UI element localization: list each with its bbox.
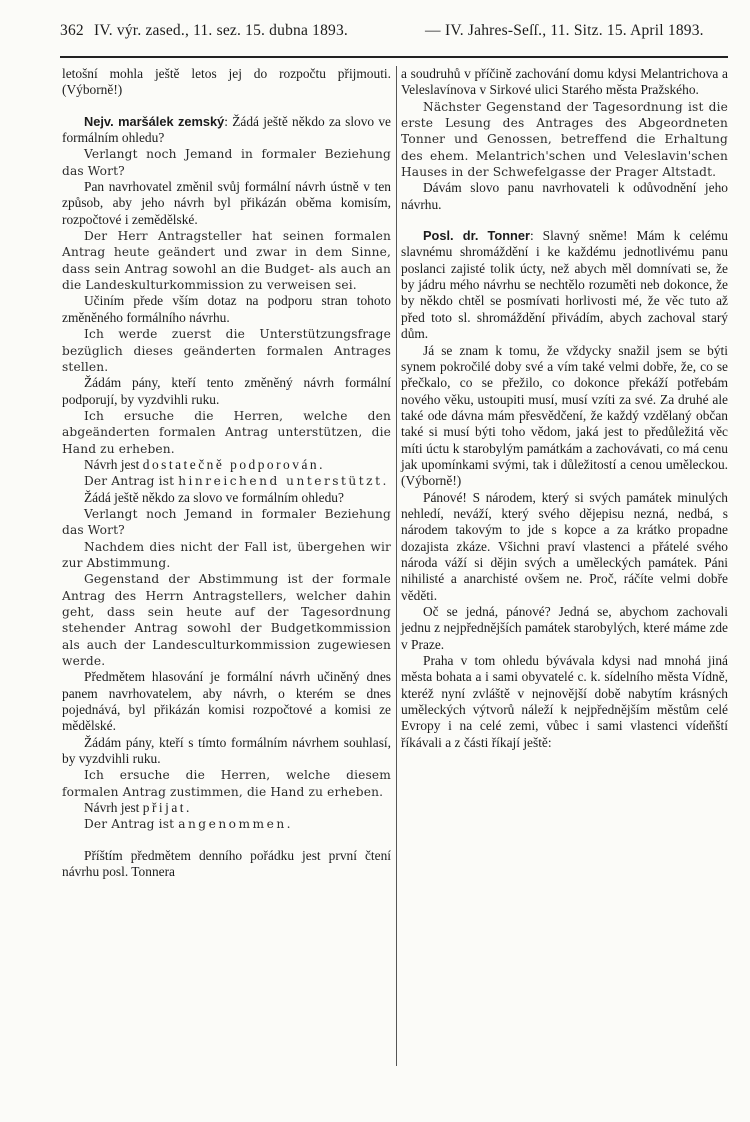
paragraph: Nachdem dies nicht der Fall ist, übergehen wir zur Abstimmung. (62, 539, 391, 570)
right-column (401, 66, 728, 751)
paragraph: Žádám pány, kteří tento změněný návrh formální podporují, by vyzdvihli ruku. (62, 375, 391, 407)
paragraph: Předmětem hlasování je formální návrh učiněný dnes panem navrhovatelem, aby návrh, o kterém se dnes pojednává, byl přikázán komisi rozpočtové a komisi ze mědělské. (62, 669, 391, 734)
header-separator: — (425, 22, 441, 39)
paragraph: Pan navrhovatel změnil svůj formální návrh ústně v ten způsob, aby jeho návrh byl přikázán oběma komisím, rozpočtové i zemědělské. (62, 179, 391, 227)
paragraph: letošní mohla ještě letos jej do rozpočtu přijmouti. (Výborně!) (62, 66, 391, 98)
paragraph: Posl. dr. Tonner: Slavný sněme! Mám k celému slavnému shromáždění i ke každému jednotlivému panu poslanci zajisté tolik úcty, než abych měl domnívati se, že by jádru mého návrhu se nechtělo rozuměti neb dokonce, že by někdo chtěl se posmívati horlivosti mé, že věc tuto až před toto sl. shromáždění přivádím, abych zachoval starý dům. (401, 228, 728, 342)
paragraph: Já se znam k tomu, že vždycky snažil jsem se býti synem pokročilé doby své a vím také velmi dobře, že, co se přečkalo, co se přežilo, co dokonce překáží potřebám nového věku, ustoupiti musí, musí vzíti za své. Za druhé ale také ode dávna mám přesvědčení, že každý vzdělaný občan také si musí býti toho vědom, jaká jest to předůležitá věc míti úctu k starobylým památkám a zachovávati, co má cenu jak upomínkami svými, tak i důležitostí a cenou uměleckou. (Výborně!) (401, 342, 728, 489)
paragraph: Ich ersuche die Herren, welche diesem formalen Antrag zustimmen, die Hand zu erheben. (62, 768, 391, 799)
paragraph: Žádám pány, kteří s tímto formálním návrhem souhlasí, by vyzdvihli ruku. (62, 734, 391, 767)
paragraph: Praha v tom ohledu bývávala kdysi nad mnohá jiná města bohata a i sami obyvatelé c. k. sídelního města Vídně, kteréž nyní zvláště v nejnovější době nabytím krásných uměleckých výtvorů náleží k nejpřednějším městům celé Evropy i na celé zemi, vůbec i sami vlastenci vídeňští říkávali a z části říkají ještě: (401, 653, 728, 750)
paragraph: Žádá ještě někdo za slovo ve formálním ohledu? (84, 489, 344, 505)
paragraph: Nächster Gegenstand der Tagesordnung ist die erste Lesung des Antrages des Abgeordneten Tonner und Genossen, betreffend die Erhaltung des ehem. Melantrich'schen und Veleslavin'schen Hauses in der Schwefelgasse der Prager Altstadt. (401, 99, 728, 180)
paragraph: Der Antrag ist angenommen. (84, 817, 294, 832)
paragraph: Návrh jest dostatečně podporován. (84, 456, 325, 472)
header-rule (60, 56, 728, 58)
speaker-name: Nejv. maršálek zemský (84, 113, 225, 129)
running-header (60, 22, 725, 48)
left-column (62, 66, 391, 881)
paragraph: Návrh jest přijat. (84, 800, 192, 816)
paragraph: Gegenstand der Abstimmung ist der formale Antrag des Herrn Antragstellers, welcher dahin geht, dass sein heute auf der Tagesordnung stehender Antrag sowohl der Budgetkommission als auch der Landesculturkommission zugewiesen werde. (62, 572, 391, 669)
page-number: 362 (60, 22, 84, 39)
speaker-name: Posl. dr. Tonner (423, 228, 530, 244)
header-german: IV. Jahres-Seſſ., 11. Sitz. 15. April 1893. (445, 22, 704, 39)
paragraph: Příštím předmětem denního pořádku jest první čtení návrhu posl. Tonnera (62, 847, 391, 880)
paragraph: Ich ersuche die Herren, welche den abgeänderten formalen Antrag unterstützen, die Hand zu erheben. (62, 408, 391, 456)
paragraph: Oč se jedná, pánové? Jedná se, abychom zachovali jednu z nejpřednějších památek starobylých, které máme zde v Praze. (401, 604, 728, 652)
paragraph: Pánové! S národem, který si svých památek minulých nehledí, neváží, který svého dějepisu nezná, nedbá, s národem takovým to jde s kopce a za krátko propadne dozajista zkáze. Všichni praví vlastenci a přátelé svého národa váží si dějin svých a uměleckých památek. Páni nihilisté a anarchisté ovšem ne. Proč, ráčíte velmi dobře věděti. (401, 489, 728, 603)
paragraph: Der Herr Antragsteller hat seinen formalen Antrag heute geändert und zwar in dem Sinne, dass sein Antrag sowohl an die Budget- als auch an die Landeskulturkommission zu verweisen sei. (62, 229, 391, 293)
paragraph: Dávám slovo panu navrhovateli k odůvodnění jeho návrhu. (401, 180, 728, 212)
paragraph: Učiním přede vším dotaz na podporu stran tohoto změněného formálního návrhu. (62, 293, 391, 325)
paragraph: Verlangt noch Jemand in formaler Beziehung das Wort? (62, 506, 391, 538)
paragraph: Verlangt noch Jemand in formaler Beziehung das Wort? (62, 147, 391, 178)
paragraph: Ich werde zuerst die Unterstützungsfrage bezüglich dieses geänderten formalen Antrages stellen. (62, 327, 391, 374)
paragraph: Der Antrag ist hinreichend unterstützt. (84, 474, 389, 489)
paragraph: a soudruhů v příčině zachování domu kdysi Melantrichova a Veleslavínova v Sirkové ulici Starého města Pražského. (401, 66, 728, 98)
paragraph: Nejv. maršálek zemský: Žádá ještě někdo za slovo ve formálním ohledu? (62, 113, 391, 146)
header-czech: IV. výr. zased., 11. sez. 15. dubna 1893. (94, 22, 349, 39)
column-divider (396, 66, 397, 1066)
